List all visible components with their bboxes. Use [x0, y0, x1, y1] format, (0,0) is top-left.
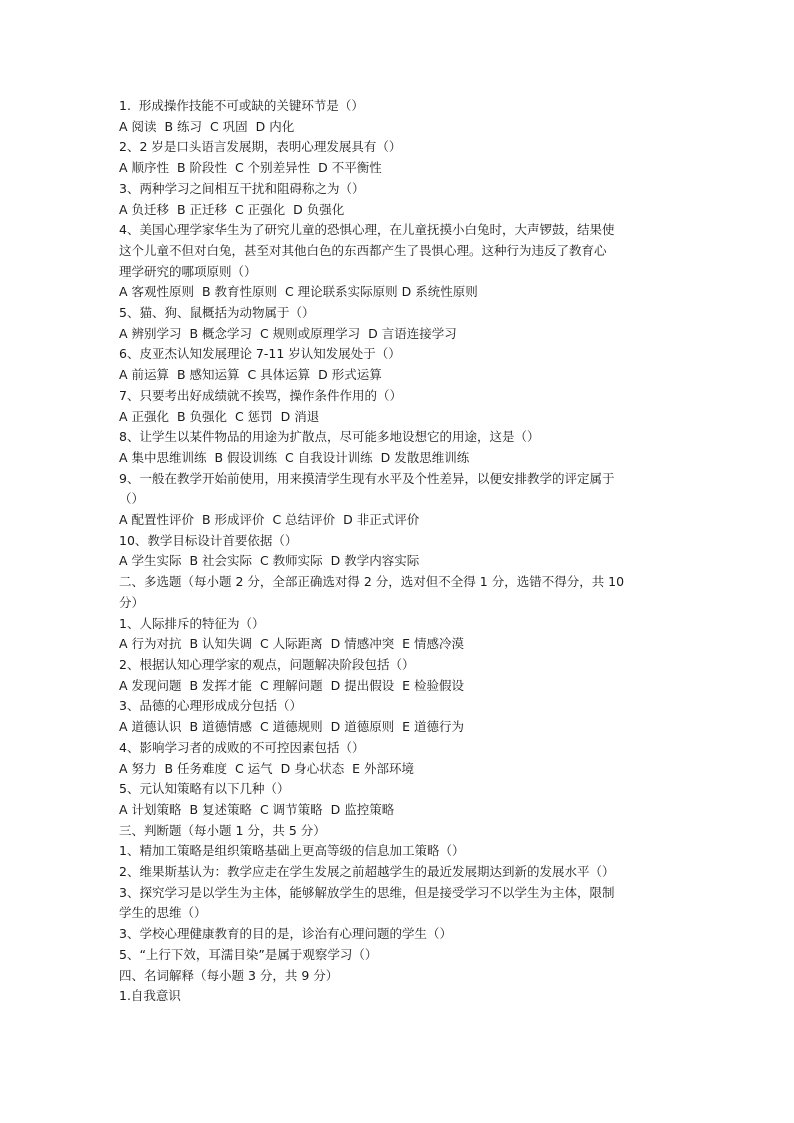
- q4-stem-line2: 这个儿童不但对白兔，甚至对其他白色的东西都产生了畏惧心理。这种行为违反了教育心: [119, 242, 607, 258]
- q2-stem: 2、2 岁是口头语言发展期，表明心理发展具有（）: [119, 139, 402, 155]
- q4-stem-line3: 理学研究的哪项原则（）: [119, 263, 257, 279]
- q1-stem: 1. 形成操作技能不可或缺的关键环节是（）: [119, 98, 364, 113]
- mq2-stem: 2、根据认知心理学家的观点，问题解决阶段包括（）: [119, 656, 415, 672]
- tf5: 5、“上行下效，耳濡目染”是属于观察学习（）: [119, 946, 378, 962]
- q8-options: A 集中思维训练 B 假设训练 C 自我设计训练 D 发散思维训练: [119, 449, 470, 465]
- q9-stem-line2: （）: [119, 491, 145, 507]
- q1-options: A 阅读 B 练习 C 巩固 D 内化: [119, 118, 295, 134]
- q5-options: A 辨别学习 B 概念学习 C 规则或原理学习 D 言语连接学习: [119, 325, 457, 341]
- section2-heading-line2: 分）: [119, 594, 145, 610]
- mq3-stem: 3、品德的心理形成成分包括（）: [119, 698, 302, 714]
- q10-stem: 10、教学目标设计首要依据（）: [119, 532, 298, 548]
- mq5-options: A 计划策略 B 复述策略 C 调节策略 D 监控策略: [119, 801, 395, 817]
- mq5-stem: 5、元认知策略有以下几种（）: [119, 781, 290, 797]
- q4-stem-line1: 4、美国心理学家华生为了研究儿童的恐惧心理，在儿童抚摸小白兔时，大声锣鼓，结果使: [119, 222, 615, 238]
- q6-options: A 前运算 B 感知运算 C 具体运算 D 形式运算: [119, 367, 382, 383]
- tf3-line2: 学生的思维（）: [119, 905, 207, 921]
- term1: 1.自我意识: [119, 988, 181, 1004]
- q3-options: A 负迁移 B 正迁移 C 正强化 D 负强化: [119, 201, 345, 217]
- mq1-options: A 行为对抗 B 认知失调 C 人际距离 D 情感冲突 E 情感冷漠: [119, 636, 465, 652]
- q3-stem: 3、两种学习之间相互干扰和阻碍称之为（）: [119, 180, 365, 196]
- section4-heading: 四、名词解释（每小题 3 分，共 9 分）: [119, 967, 339, 983]
- q5-stem: 5、猫、狗、鼠概括为动物属于（）: [119, 305, 315, 321]
- q9-stem-line1: 9、一般在教学开始前使用，用来摸清学生现有水平及个性差异，以便安排教学的评定属于: [119, 470, 615, 486]
- q4-options: A 客观性原则 B 教育性原则 C 理论联系实际原则 D 系统性原则: [119, 284, 478, 300]
- q6-stem: 6、皮亚杰认知发展理论 7-11 岁认知发展处于（）: [119, 346, 401, 362]
- exam-document: [119, 96, 679, 1007]
- q8-stem: 8、让学生以某件物品的用途为扩散点，尽可能多地设想它的用途，这是（）: [119, 429, 540, 445]
- section3-heading: 三、判断题（每小题 1 分，共 5 分）: [119, 822, 326, 838]
- section2-heading-line1: 二、多选题（每小题 2 分，全部正确选对得 2 分，选对但不全得 1 分，选错不得分，共 10: [119, 574, 625, 590]
- mq1-stem: 1、人际排斥的特征为（）: [119, 615, 265, 631]
- q2-options: A 顺序性 B 阶段性 C 个别差异性 D 不平衡性: [119, 160, 382, 176]
- mq2-options: A 发现问题 B 发挥才能 C 理解问题 D 提出假设 E 检验假设: [119, 677, 465, 693]
- tf2: 2、维果斯基认为：教学应走在学生发展之前超越学生的最近发展期达到新的发展水平（）: [119, 864, 615, 880]
- mq3-options: A 道德认识 B 道德情感 C 道德规则 D 道德原则 E 道德行为: [119, 719, 465, 735]
- q7-stem: 7、只要考出好成绩就不挨骂，操作条件作用的（）: [119, 387, 402, 403]
- tf1: 1、精加工策略是组织策略基础上更高等级的信息加工策略（）: [119, 843, 465, 859]
- q7-options: A 正强化 B 负强化 C 惩罚 D 消退: [119, 408, 320, 424]
- mq4-options: A 努力 B 任务难度 C 运气 D 身心状态 E 外部环境: [119, 760, 415, 776]
- tf4: 3、学校心理健康教育的目的是，诊治有心理问题的学生（）: [119, 926, 452, 942]
- q9-options: A 配置性评价 B 形成评价 C 总结评价 D 非正式评价: [119, 512, 420, 528]
- tf3-line1: 3、探究学习是以学生为主体，能够解放学生的思维，但是接受学习不以学生为主体，限制: [119, 884, 615, 900]
- mq4-stem: 4、影响学习者的成败的不可控因素包括（）: [119, 739, 365, 755]
- q10-options: A 学生实际 B 社会实际 C 教师实际 D 教学内容实际: [119, 553, 420, 569]
